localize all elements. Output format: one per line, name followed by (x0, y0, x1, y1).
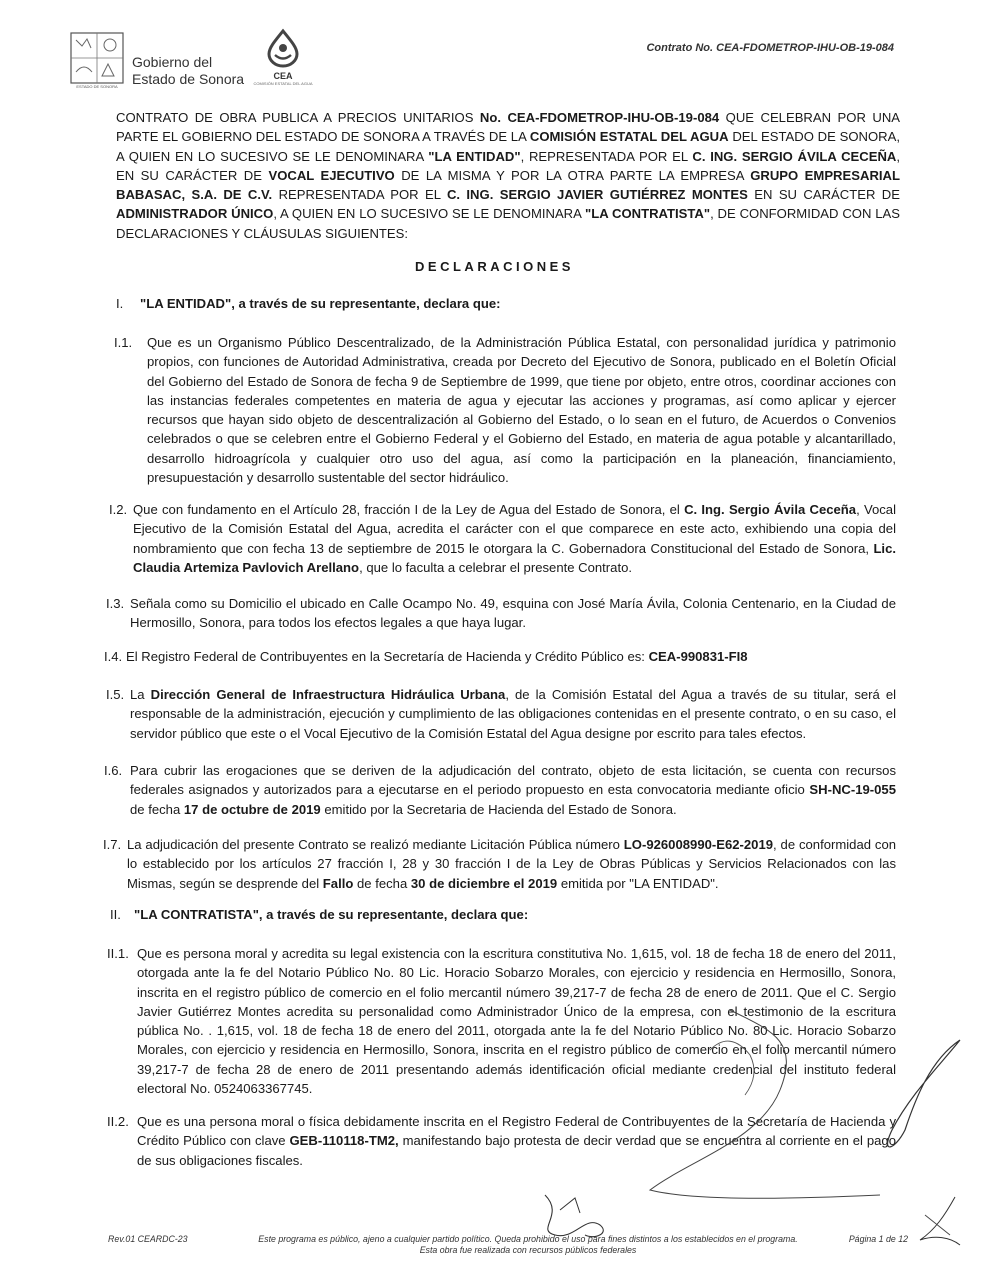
declaration-text: de fecha (130, 801, 184, 817)
declaration-text: Para cubrir las erogaciones que se deriven de la adjudicación del contrato, objeto de esta licitación, se cuenta con recursos federales asignados y autorizados para a ejecutarse en el periodo propuesto en esta convocatoria mediante oficio (130, 763, 896, 798)
declaration-bold: SH-NC-19-055 (809, 782, 896, 798)
declaration-text: emitida por "LA ENTIDAD". (557, 875, 719, 891)
declaration-text: Que es un Organismo Público Descentralizado, de la Administración Pública Estatal, con personalidad jurídica y patrimonio propios, con funciones de Autoridad Administrativa, creada por Decreto del Ejecutivo de Sonora, publicado en el Boletín Oficial del Gobierno del Estado de Sonora de fecha 9 de Septiembre de 1999, que tiene por objeto, entre otros, coordinar acciones con las instancias federales competentes en materia de agua y ejecutar las acciones y programas, así como aplicar y ejercer recursos que hayan sido objeto de descentralización al Gobierno del Estado, o lo sean en el futuro, de Acuerdos o Convenios celebrados o que se celebren entre el Gobierno Federal y el Gobierno del Estado, en materia de agua potable y alcantarillado, desarrollo hidroagrícola y cualquier otro uso del agua, así como la participación en la planeación, financiamiento, presupuestación y desarrollo sustentable del sector hidráulico. (147, 335, 896, 486)
intro-bold: C. ING. SERGIO ÁVILA CECEÑA (692, 148, 897, 164)
declaration-number: I.7. (103, 837, 122, 852)
declaration-text: Que con fundamento en el Artículo 28, fracción I de la Ley de Agua del Estado de Sonora, el (133, 502, 685, 517)
footer-notice (218, 1234, 838, 1256)
cea-subtitle: COMISIÓN ESTATAL DEL AGUA (253, 81, 313, 86)
cea-logo (252, 28, 314, 92)
footer-notice-line1: Este programa es público, ajeno a cualquier partido político. Queda prohibido el uso para fines distintos a los establecidos en el programa. (258, 1234, 798, 1244)
declaration-number: I.4. (104, 649, 123, 664)
intro-bold: No. CEA-FDOMETROP-IHU-OB-19-084 (479, 110, 720, 125)
declaration-text: Que es una persona moral o física debidamente inscrita en el Registro Federal de Contribuyentes de la Secretaría de Hacienda y Crédito Público con clave (137, 1114, 896, 1149)
declaration-bold: Fallo (322, 875, 354, 891)
declaration-bold: LO-926008990-E62-2019 (623, 837, 774, 852)
declaration-i7 (103, 835, 897, 893)
intro-bold: "LA CONTRATISTA" (584, 206, 711, 222)
margin-signature (915, 1195, 965, 1250)
intro-text: DE LA MISMA Y POR LA OTRA PARTE LA EMPRESA (394, 167, 751, 183)
water-drop-icon (260, 28, 306, 68)
declaration-text: , de conformidad con lo establecido por los artículos 27 fracción I, 28 y 30 fracción I de la Ley de Obras Públicas y Servicios Relacionados con las Mismas, según se desprende del (127, 837, 897, 891)
declaration-text: manifestando bajo protesta de decir verdad que se encuentra al corriente en el pago de sus obligaciones fiscales. (137, 1133, 896, 1168)
intro-text: , DE CONFORMIDAD CON LAS DECLARACIONES Y CLÁUSULAS SIGUIENTES: (116, 206, 900, 241)
declaration-bold: 17 de octubre de 2019 (183, 801, 321, 817)
declaration-i4 (104, 647, 896, 666)
declaration-i1 (114, 333, 896, 487)
intro-bold: VOCAL EJECUTIVO (268, 167, 395, 183)
footer-notice-line2: Esta obra fue realizada con recursos públicos federales (419, 1245, 637, 1255)
section-2-number: II. (110, 907, 121, 922)
declaration-text: La adjudicación del presente Contrato se realizó mediante Licitación Pública número (127, 837, 624, 852)
gov-name (132, 54, 244, 88)
intro-text: DEL ESTADO DE SONORA, A QUIEN EN LO SUCESIVO SE LE DENOMINARA (116, 129, 901, 164)
section-2-text: "LA CONTRATISTA", a través de su representante, declara que: (134, 907, 529, 922)
declaration-text: Señala como su Domicilio el ubicado en Calle Ocampo No. 49, esquina con José María Ávila, Colonia Centenario, en la Ciudad de Hermosillo, Sonora, para todos los efectos legales a que haya lugar. (130, 596, 896, 631)
declaration-text: El Registro Federal de Contribuyentes en la Secretaría de Hacienda y Crédito Público es: (126, 649, 649, 664)
handwritten-signature (630, 1000, 970, 1210)
declaration-text: , de la Comisión Estatal del Agua a través de su titular, será el responsable de la administración, ejecución y cumplimiento de las obligaciones contenidas en el presente contrato, o en su caso, el servidor público que este o el Vocal Ejecutivo de la Comisión Estatal del Agua designe por escrito para tales efectos. (130, 687, 897, 741)
declaration-bold: GEB-110118-TM2, (289, 1133, 399, 1149)
intro-text: , EN SU CARÁCTER DE (116, 148, 901, 183)
seal-caption: ESTADO DE SONORA (76, 84, 118, 89)
section-1-text: "LA ENTIDAD", a través de su representante, declara que: (140, 296, 501, 311)
declaration-text: La (130, 687, 151, 702)
declaration-number: I.3. (106, 596, 125, 611)
declaration-number: I.2. (109, 502, 128, 517)
declaration-bold: Lic. Claudia Artemiza Pavlovich Arellano (133, 540, 896, 575)
declaration-text: , que lo faculta a celebrar el presente Contrato. (359, 559, 633, 575)
declaration-bold: 30 de diciembre el 2019 (410, 875, 558, 891)
intro-text: REPRESENTADA POR EL (272, 187, 447, 203)
intro-bold: ADMINISTRADOR ÚNICO (116, 206, 274, 222)
declaraciones-heading: DECLARACIONES (415, 259, 574, 274)
contract-number: Contrato No. CEA-FDOMETROP-IHU-OB-19-084 (646, 42, 894, 54)
section-1-number: I. (116, 296, 124, 311)
cea-label: CEA (273, 71, 293, 81)
section-2-title (110, 905, 528, 924)
intro-text: CONTRATO DE OBRA PUBLICA A PRECIOS UNITARIOS (116, 110, 480, 125)
state-seal-icon (70, 32, 124, 90)
declaration-bold: Dirección General de Infraestructura Hidráulica Urbana (150, 687, 506, 702)
rfc-value: CEA-990831-FI8 (648, 649, 748, 664)
declaration-text: , Vocal Ejecutivo de la Comisión Estatal del Agua, acredita el carácter con el que comparece en este acto, exhibiendo una copia del nombramiento que con fecha 13 de septiembre de 2015 le otorgara la C. Gobernadora Constitucional del Estado de Sonora, (133, 502, 896, 556)
declaration-number: I.1. (114, 335, 133, 350)
declaration-text: emitido por la Secretaria de Hacienda del Estado de Sonora. (320, 801, 677, 817)
declaration-i5 (106, 685, 897, 743)
intro-bold: COMISIÓN ESTATAL DEL AGUA (529, 129, 729, 145)
declaration-i2 (109, 500, 896, 577)
intro-text: , REPRESENTADA POR EL (520, 148, 693, 164)
declaration-number: I.5. (106, 687, 125, 702)
declaration-number: I.6. (104, 763, 123, 778)
intro-paragraph (116, 108, 900, 243)
intro-bold: GRUPO EMPRESARIAL BABASAC, S.A. DE C.V. (116, 167, 900, 203)
gov-name-line1: Gobierno del (132, 54, 213, 70)
gobierno-sonora-logo (70, 32, 250, 92)
gov-name-line2: Estado de Sonora (132, 71, 245, 87)
declaration-bold: C. Ing. Sergio Ávila Ceceña (684, 502, 857, 517)
revision-code: Rev.01 CEARDC-23 (108, 1234, 188, 1244)
intro-bold: C. ING. SERGIO JAVIER GUTIÉRREZ MONTES (446, 187, 748, 203)
declaration-text: Que es persona moral y acredita su legal existencia con la escritura constitutiva No. 1,615, vol. 18 de fecha 18 de enero del 2011, otorgada ante la fe del Notario Público No. 80 Lic. Horacio Sobarzo Morales, con ejercicio y residencia en Hermosillo, Sonora, inscrita en el registro público de comercio en el folio mercantil número 39,217-7 de fecha 28 de enero de 2011. Que el C. Sergio Javier Gutiérrez Montes acredita su personalidad como Administrador Único de la empresa, con el testimonio de la escritura pública No. . 1,615, vol. 18 de fecha 18 de enero del 2011, otorgada ante la fe del Notario Público No. 80 Lic. Horacio Sobarzo Morales, con ejercicio y residencia en Hermosillo, Sonora, inscrita en el registro público de comercio en el folio mercantil número 39,217-7 de fecha 28 de enero de 2011 presentando además identificación oficial mediante credencial del instituto federal electoral No. 0524063367745. (137, 946, 896, 1097)
declaration-number: II.2. (107, 1114, 129, 1129)
section-1-title (116, 294, 500, 313)
intro-text: EN SU CARÁCTER DE (747, 187, 901, 203)
declaration-text: de fecha (353, 875, 411, 891)
intro-text: , A QUIEN EN LO SUCESIVO SE LE DENOMINARA (273, 206, 585, 222)
declaration-number: II.1. (107, 946, 129, 961)
intro-text: QUE CELEBRAN POR UNA PARTE EL GOBIERNO DEL ESTADO DE SONORA A TRAVÉS DE LA (116, 110, 901, 145)
declaration-i3 (106, 594, 896, 633)
declaration-i6 (104, 761, 896, 819)
page-number: Página 1 de 12 (848, 1234, 908, 1244)
intro-bold: "LA ENTIDAD" (428, 148, 521, 164)
